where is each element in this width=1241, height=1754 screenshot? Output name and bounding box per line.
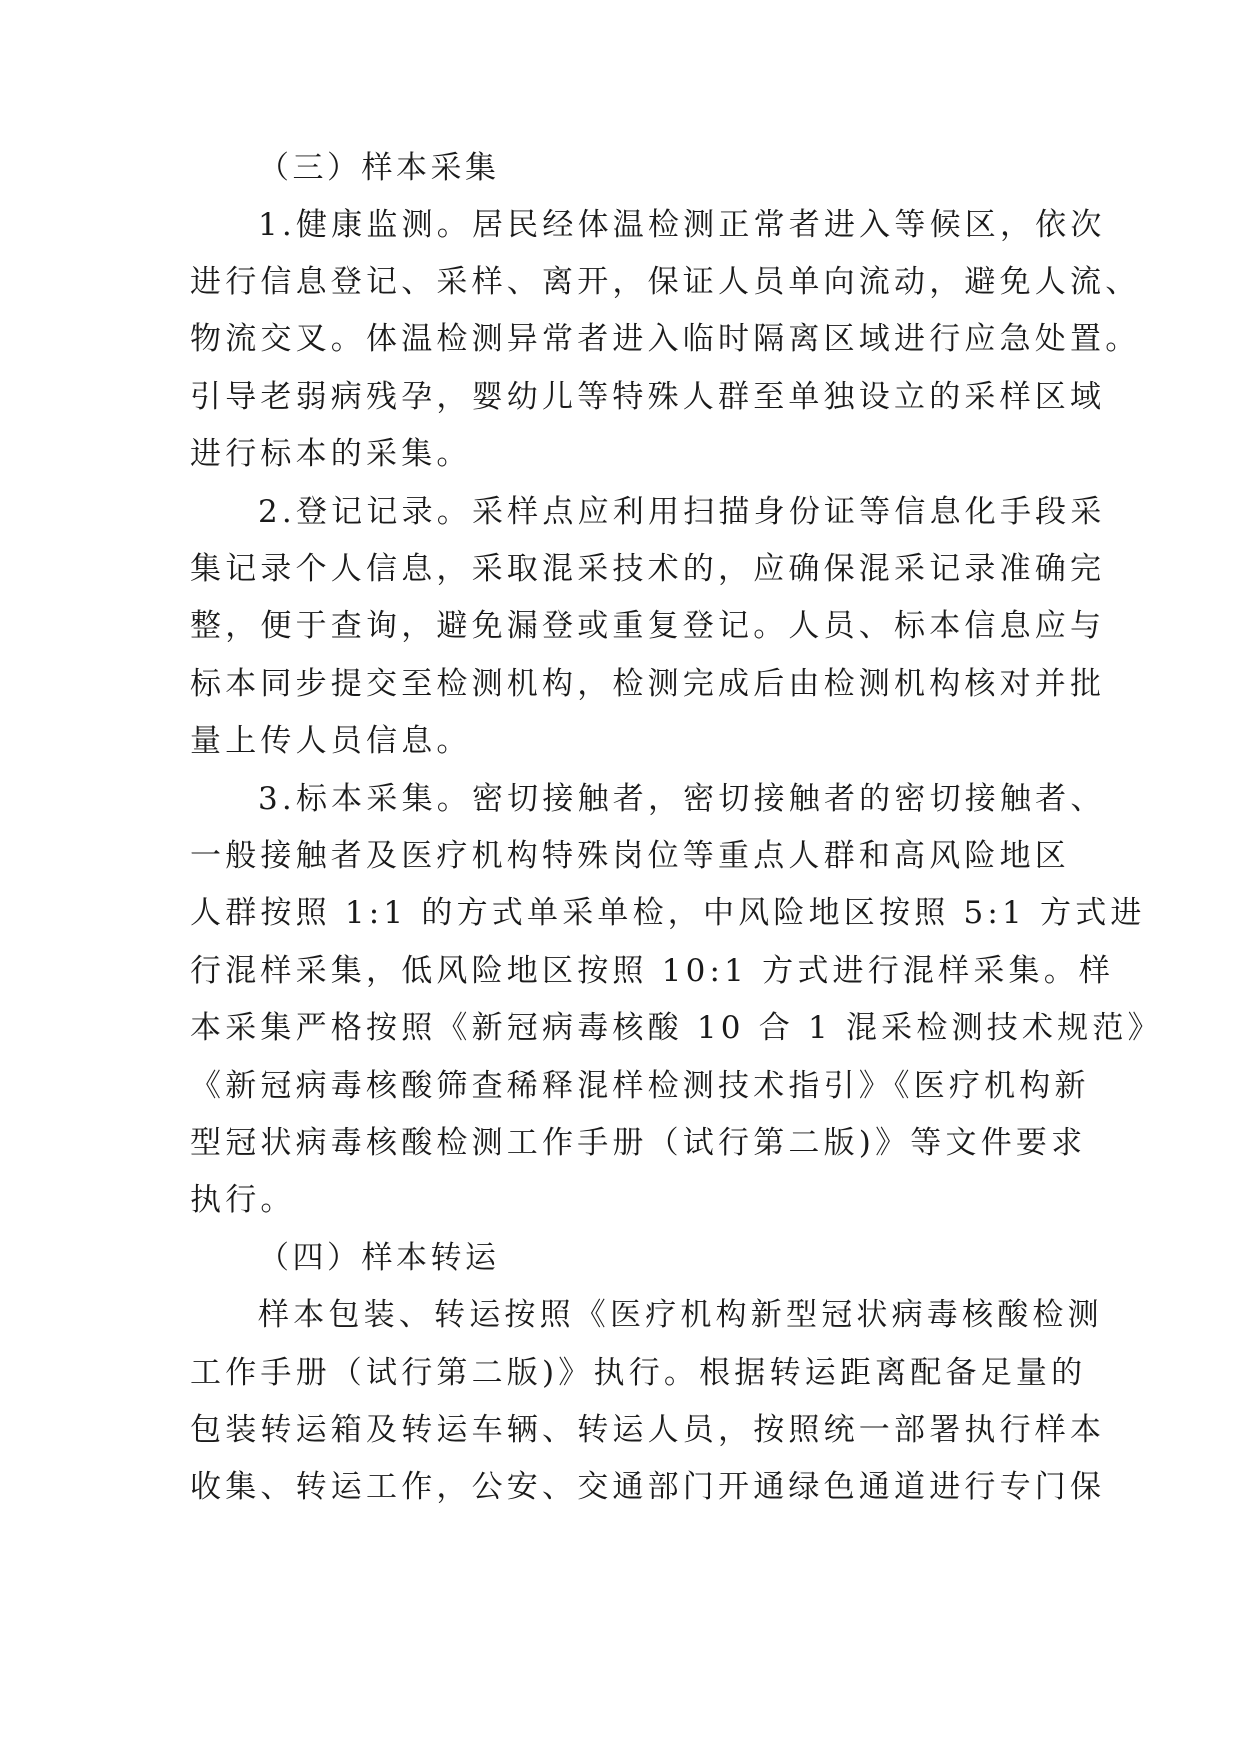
paragraph-line: 集记录个人信息，采取混采技术的，应确保混采记录准确完 [190,551,1106,587]
paragraph-line: 人群按照 1:1 的方式单采单检，中风险地区按照 5:1 方式进 [190,895,1146,931]
section-heading-3: （三）样本采集 [258,150,500,186]
paragraph-line: 1.健康监测。居民经体温检测正常者进入等候区，依次 [258,207,1106,243]
paragraph-line: 样本包装、转运按照《医疗机构新型冠状病毒核酸检测 [258,1297,1103,1333]
paragraph-line: 进行信息登记、采样、离开，保证人员单向流动，避免人流、 [190,264,1141,300]
paragraph-line: 包装转运箱及转运车辆、转运人员，按照统一部署执行样本 [190,1412,1106,1448]
paragraph-line: 物流交叉。体温检测异常者进入临时隔离区域进行应急处置。 [190,321,1141,357]
paragraph-line: 一般接触者及医疗机构特殊岗位等重点人群和高风险地区 [190,838,1070,874]
paragraph-line: 标本同步提交至检测机构，检测完成后由检测机构核对并批 [190,666,1106,702]
paragraph-line: 《新冠病毒核酸筛查稀释混样检测技术指引》《医疗机构新 [190,1068,1090,1104]
paragraph-line: 型冠状病毒核酸检测工作手册（试行第二版)》等文件要求 [190,1125,1087,1161]
paragraph-line: 工作手册（试行第二版)》执行。根据转运距离配备足量的 [190,1355,1087,1391]
paragraph-line: 3.标本采集。密切接触者，密切接触者的密切接触者、 [258,781,1106,817]
paragraph-line: 进行标本的采集。 [190,436,472,472]
section-heading-4: （四）样本转运 [258,1240,500,1276]
paragraph-line: 本采集严格按照《新冠病毒核酸 10 合 1 混采检测技术规范》 [190,1010,1163,1046]
paragraph-line: 2.登记记录。采样点应利用扫描身份证等信息化手段采 [258,494,1106,530]
paragraph-line: 行混样采集，低风险地区按照 10:1 方式进行混样采集。样 [190,953,1115,989]
paragraph-line: 收集、转运工作，公安、交通部门开通绿色通道进行专门保 [190,1469,1106,1505]
paragraph-line: 量上传人员信息。 [190,723,472,759]
paragraph-line: 整，便于查询，避免漏登或重复登记。人员、标本信息应与 [190,608,1106,644]
paragraph-line: 引导老弱病残孕，婴幼儿等特殊人群至单独设立的采样区域 [190,379,1106,415]
paragraph-line: 执行。 [190,1182,296,1218]
